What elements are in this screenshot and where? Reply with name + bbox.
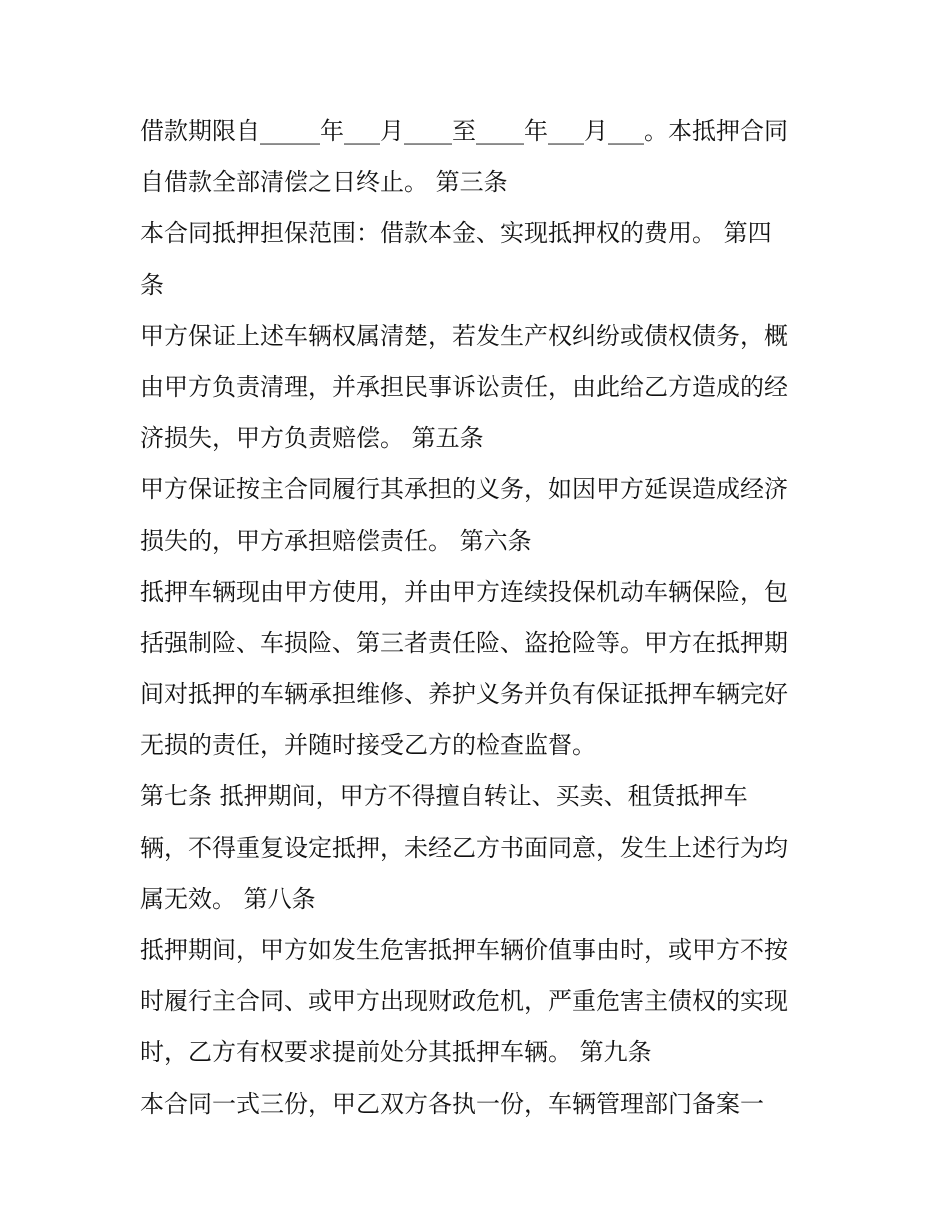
- text-line: 抵押期间，甲方如发生危害抵押车辆价值事由时，或甲方不按: [140, 936, 788, 964]
- text-line: 本合同一式三份，甲乙双方各执一份，车辆管理部门备案一: [140, 1089, 764, 1118]
- text-line: 甲方保证上述车辆权属清楚，若发生产权纠纷或债权债务，概: [140, 321, 788, 350]
- text-line: 自借款全部清偿之日终止。 第三条: [140, 168, 508, 197]
- text-line: 本合同抵押担保范围：借款本金、实现抵押权的费用。 第四: [140, 219, 772, 248]
- text-line: 时履行主合同、或甲方出现财政危机，严重危害主债权的实现: [140, 987, 788, 1016]
- contract-text: [140, 106, 830, 1130]
- text-line: 由甲方负责清理，并承担民事诉讼责任，由此给乙方造成的经: [140, 372, 788, 401]
- text-line: 属无效。 第八条: [140, 884, 316, 913]
- text-line: 抵押车辆现由甲方使用，并由甲方连续投保机动车辆保险，包: [140, 577, 788, 606]
- text-line: 间对抵押的车辆承担维修、养护义务并负有保证抵押车辆完好: [140, 680, 788, 709]
- text-line: 甲方保证按主合同履行其承担的义务，如因甲方延误造成经济: [140, 475, 788, 504]
- text-line: 无损的责任，并随时接受乙方的检查监督。: [140, 731, 596, 760]
- text-line: 损失的，甲方承担赔偿责任。 第六条: [140, 526, 532, 555]
- text-line: 济损失，甲方负责赔偿。 第五条: [140, 424, 484, 453]
- text-line: 条: [140, 270, 164, 299]
- text-line: 辆，不得重复设定抵押，未经乙方书面同意，发生上述行为均: [140, 833, 788, 862]
- text-line: 第七条 抵押期间，甲方不得擅自转让、买卖、租赁抵押车: [140, 782, 748, 811]
- text-line: 时，乙方有权要求提前处分其抵押车辆。 第九条: [140, 1038, 652, 1067]
- text-line: 括强制险、车损险、第三者责任险、盗抢险等。甲方在抵押期: [140, 628, 788, 657]
- text-line: 借款期限自_____年___月____至____年___月___。本抵押合同: [140, 117, 788, 145]
